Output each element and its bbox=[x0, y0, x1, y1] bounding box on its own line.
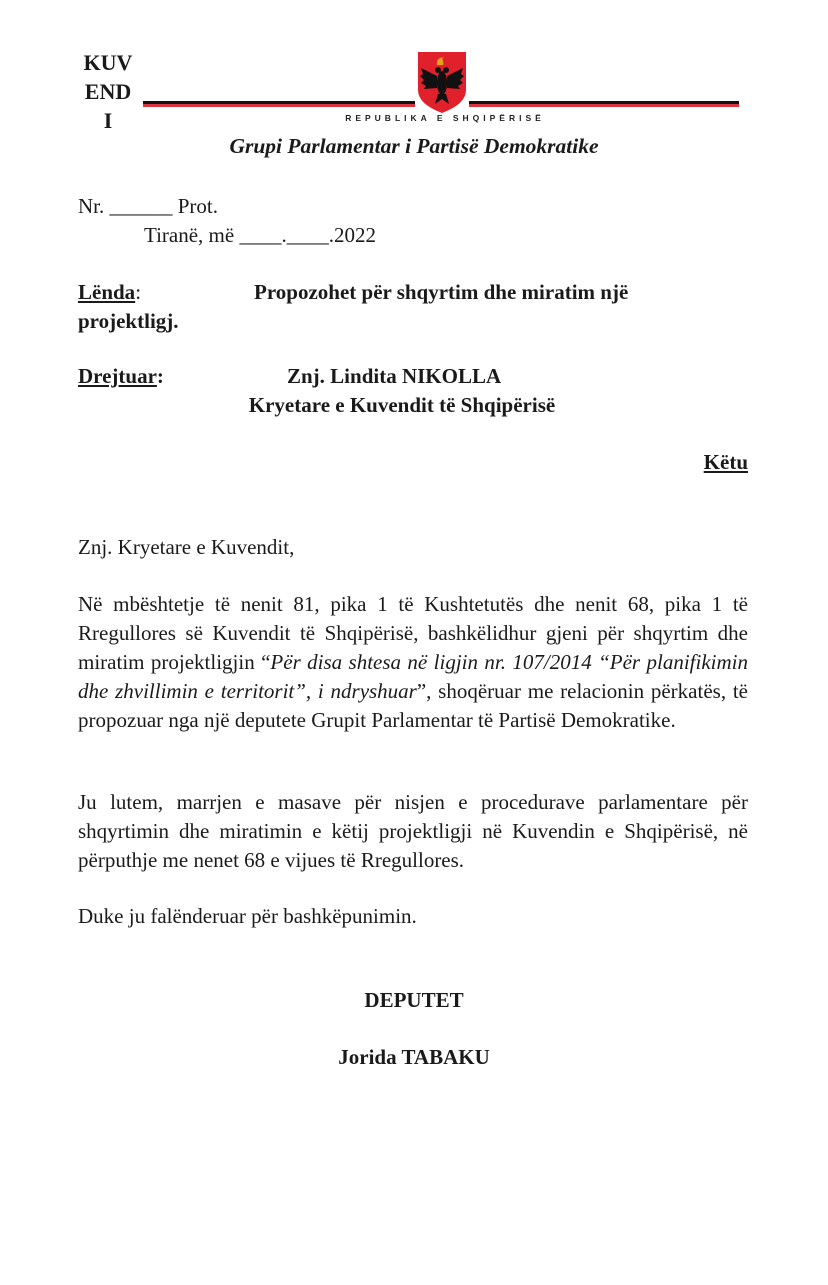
institution-line-3: I bbox=[103, 108, 113, 133]
subject-text: Propozohet për shqyrtim dhe miratim një bbox=[254, 280, 629, 304]
subject-label bbox=[78, 278, 141, 307]
recipient-title: Kryetare e Kuvendit të Shqipërisë bbox=[248, 393, 556, 417]
institution-name bbox=[78, 48, 138, 135]
parliamentary-group-title: Grupi Parlamentar i Partisë Demokratike bbox=[229, 134, 599, 158]
subject-label-text: Lënda bbox=[78, 280, 136, 304]
protocol-nr-label: Nr. bbox=[78, 194, 105, 218]
subject-colon: : bbox=[135, 280, 142, 304]
paragraph-1-law-title: Për disa shtesa në ligjin nr. 107/2014 “Për planifikimin dhe zhvillimin e territorit”, i ndryshuar bbox=[78, 650, 748, 703]
institution-line-1: KUV bbox=[83, 50, 133, 75]
salutation: Znj. Kryetare e Kuvendit, bbox=[78, 535, 295, 559]
institution-line-2: END bbox=[84, 79, 132, 104]
paragraph-1-start: Në mbështetje të nenit 81, pika 1 të Kushtetutës dhe nenit 68, pika 1 të Rregullores së Kuvendit të Shqipërisë, bashkëlidhur gjeni për shqyrtim dhe miratim projektligjin “ bbox=[78, 592, 748, 674]
letterhead-rule-right bbox=[469, 101, 739, 107]
addressee-colon: : bbox=[156, 364, 164, 388]
protocol-nr-blank: ______ bbox=[109, 194, 173, 218]
paragraph-3: Duke ju falënderuar për bashkëpunimin. bbox=[78, 904, 417, 928]
recipient-name: Znj. Lindita NIKOLLA bbox=[287, 364, 502, 388]
protocol-suffix: Prot. bbox=[177, 194, 219, 218]
paragraph-1 bbox=[78, 590, 748, 735]
date-line: Tiranë, më ____.____.2022 bbox=[144, 223, 376, 247]
paragraph-2: Ju lutem, marrjen e masave për nisjen e procedurave parlamentare për shqyrtimin dhe miratimin e këtij projektligji në Kuvendin e Shqipërisë, në përputhje me nenet 68 e vijues të Rregullores. bbox=[78, 790, 748, 872]
paragraph-1-end: ”, shoqëruar me relacionin përkatës, të propozuar nga një deputete Grupit Parlamentar të Partisë Demokratike. bbox=[78, 679, 748, 732]
subject-text-continued: projektligj. bbox=[78, 309, 179, 333]
addressee-label-text: Drejtuar bbox=[78, 364, 157, 388]
here-label: Këtu bbox=[703, 450, 748, 474]
signature-title: DEPUTET bbox=[364, 988, 464, 1012]
coat-of-arms-icon bbox=[415, 50, 469, 114]
addressee-label bbox=[78, 362, 164, 391]
letterhead-rule-left bbox=[143, 101, 415, 107]
protocol-number bbox=[78, 192, 218, 221]
country-caption: REPUBLIKA E SHQIPËRISË bbox=[345, 113, 545, 123]
signature-name: Jorida TABAKU bbox=[338, 1045, 490, 1069]
